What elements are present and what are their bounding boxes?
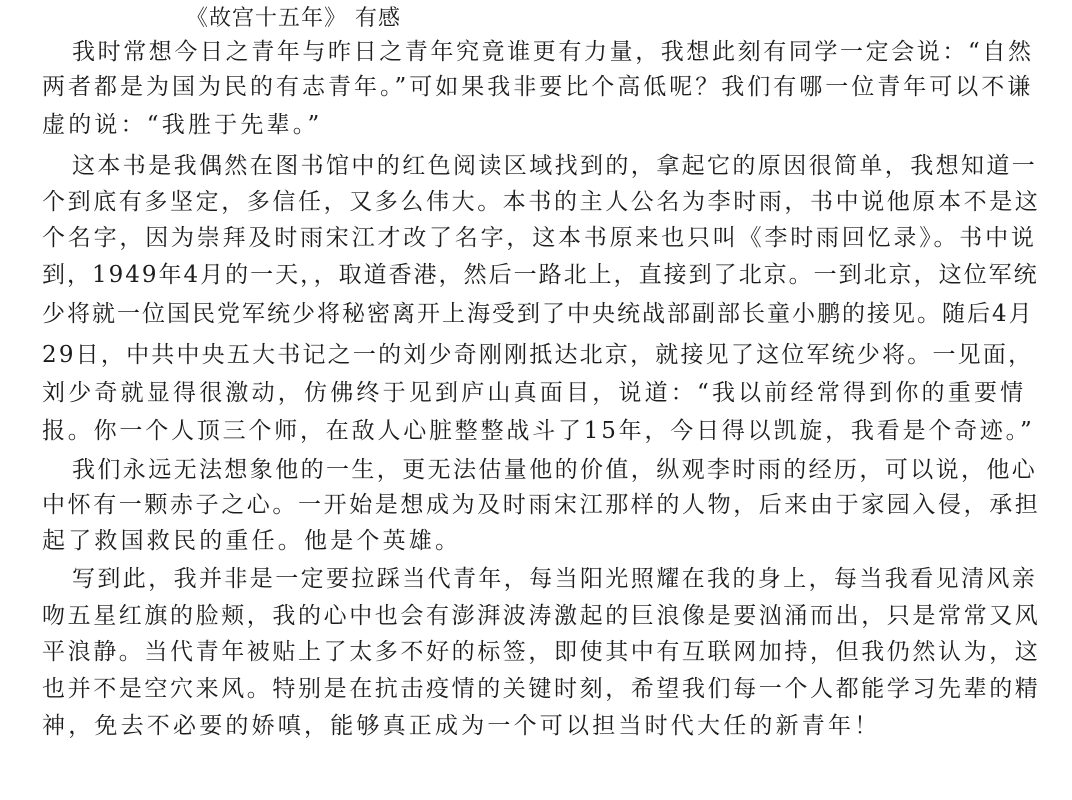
essay-line-18: 也并不是空穴来风。特别是在抗击疫情的关键时刻，希望我们每一个人都能学习先辈的精 <box>42 676 1041 702</box>
essay-line-12: 我们永远无法想象他的一生，更无法估量他的价值，纵观李时雨的经历，可以说，他心 <box>72 457 1038 483</box>
essay-line-2: 两者都是为国为民的有志青年。”可如果我非要比个高低呢？我们有哪一位青年可以不谦 <box>42 74 1034 100</box>
essay-line-9: 29日，中共中央五大书记之一的刘少奇刚刚抵达北京，就接见了这位军统少将。一见面， <box>42 342 1034 368</box>
essay-line-17: 平浪静。当代青年被贴上了太多不好的标签，即使其中有互联网加持，但我仍然认为，这 <box>42 639 1041 665</box>
essay-line-6: 个名字，因为崇拜及时雨宋江才改了名字，这本书原来也只叫《李时雨回忆录》。书中说 <box>42 225 1037 251</box>
essay-title: 《故宫十五年》 有感 <box>186 6 401 31</box>
essay-line-5: 个到底有多坚定，多信任，又多么伟大。本书的主人公名为李时雨，书中说他原本不是这 <box>42 189 1041 215</box>
essay-line-7: 到，1949年4月的一天，，取道香港，然后一路北上，直接到了北京。一到北京，这位军统 <box>42 262 1039 288</box>
essay-line-3: 虚的说：“我胜于先辈。” <box>42 112 323 138</box>
essay-line-19: 神，免去不必要的娇嗔，能够真正成为一个可以担当时代大任的新青年！ <box>42 713 881 739</box>
essay-line-16: 吻五星红旗的脸颊，我的心中也会有澎湃波涛激起的巨浪像是要汹涌而出，只是常常又风 <box>42 603 1041 629</box>
essay-line-8: 少将就一位国民党军统少将秘密离开上海受到了中央统战部副部长童小鹏的接见。随后4月 <box>42 301 1034 327</box>
essay-line-15: 写到此，我并非是一定要拉踩当代青年，每当阳光照耀在我的身上，每当我看见清风亲 <box>72 566 1038 592</box>
essay-line-14: 起了救国救民的重任。他是个英雄。 <box>42 528 462 554</box>
essay-line-4: 这本书是我偶然在图书馆中的红色阅读区域找到的，拿起它的原因很简单，我想知道一 <box>72 153 1038 179</box>
essay-line-11: 报。你一个人顶三个师，在敌人心脏整整战斗了15年，今日得以凯旋，我看是个奇迹。” <box>42 418 1035 444</box>
essay-line-10: 刘少奇就显得很激动，仿佛终于见到庐山真面目，说道：“我以前经常得到你的重要情 <box>42 380 1027 406</box>
essay-line-1: 我时常想今日之青年与昨日之青年究竟谁更有力量，我想此刻有同学一定会说：“自然 <box>72 39 1034 65</box>
essay-line-13: 中怀有一颗赤子之心。一开始是想成为及时雨宋江那样的人物，后来由于家园入侵，承担 <box>42 492 1041 518</box>
